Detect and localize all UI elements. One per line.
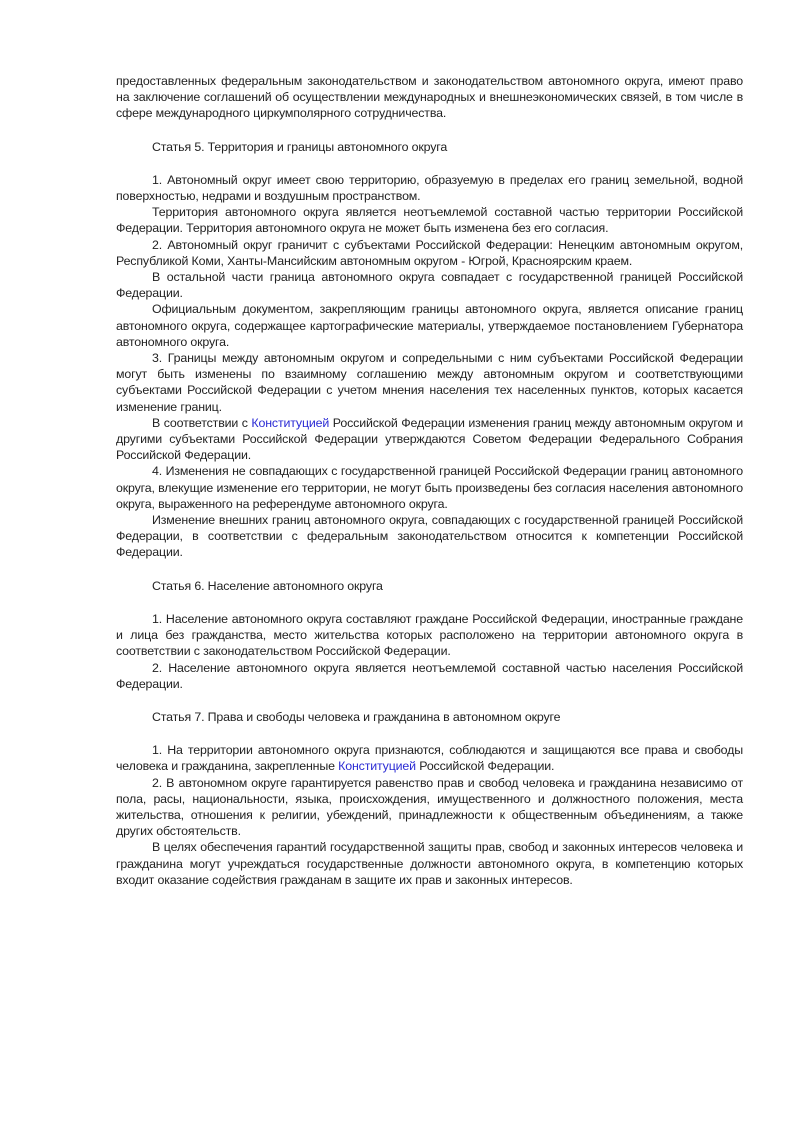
article-6-heading: Статья 6. Население автономного округа [152,578,383,593]
article-7-paragraph-constitution [116,742,743,774]
article-5-heading: Статья 5. Территория и границы автономного округа [152,139,448,154]
text: Российской Федерации. [415,759,555,774]
article-7-paragraph: В целях обеспечения гарантий государственной защиты прав, свобод и законных интересов человека и гражданина могут учреждаться государственные должности автономного округа, в компетенцию которых входит оказание содействия гражданам в защите их прав и законных интересов. [116,840,743,887]
article-7-body [116,742,743,888]
constitution-link[interactable]: Конституцией [251,415,330,430]
article-7-heading: Статья 7. Права и свободы человека и гражданина в автономном округе [152,709,561,724]
article-5-body [116,172,743,561]
article-6-body [116,611,743,692]
article-5-paragraph: 4. Изменения не совпадающих с государственной границей Российской Федерации границ автономного округа, влекущие изменение его территории, не могут быть произведены без согласия населения автономного округа, выраженного на референдуме автономного округа. [116,464,743,511]
article-5-paragraph: Территория автономного округа является неотъемлемой составной частью территории Российской Федерации. Территория автономного округа не может быть изменена без его согласия. [116,205,743,236]
intro-paragraph: предоставленных федеральным законодательством и законодательством автономного округа, имеют право на заключение соглашений об осуществлении международных и внешнеэкономических связей, в том числе в сфере международного циркумполярного сотрудничества. [116,74,743,121]
article-5-paragraph: 2. Автономный округ граничит с субъектами Российской Федерации: Ненецким автономным округом, Республикой Коми, Ханты-Мансийским автономным округом - Югрой, Красноярским краем. [116,237,743,268]
article-5-paragraph-constitution [116,415,743,464]
article-5-paragraph: 3. Границы между автономным округом и сопредельными с ним субъектами Российской Федерации могут быть изменены по взаимному соглашению между автономным округом и соответствующими субъектами Российской Федерации с учетом мнения населения тех населенных пунктов, которых касается изменение границ. [116,351,743,414]
constitution-link[interactable]: Конституцией [338,759,416,774]
text: 1. На территории автономного округа признаются, соблюдаются и защищаются все права и свободы человека и гражданина, закрепленные [116,743,743,774]
article-5-paragraph: 1. Автономный округ имеет свою территорию, образуемую в пределах его границ земельной, водной поверхностью, недрами и воздушным пространством. [116,172,743,204]
text: В соответствии с [152,415,252,430]
document-page [116,73,743,888]
article-5-paragraph: В остальной части граница автономного округа совпадает с государственной границей Российской Федерации. [116,270,743,301]
text: Российской Федерации изменения границ между автономным округом и другими субъектами Российской Федерации утверждаются Советом Федерации Федерального Собрания Российской Федерации. [116,415,744,463]
article-5-paragraph: Изменение внешних границ автономного округа, совпадающих с государственной границей Российской Федерации, в соответствии с федеральным законодательством относится к компетенции Российской Федерации. [116,513,743,560]
article-6-paragraph: 1. Население автономного округа составляют граждане Российской Федерации, иностранные граждане и лица без гражданства, место жительства которых расположено на территории автономного округа в соответствии с законодательством Российской Федерации. [116,611,743,659]
article-6-paragraph: 2. Население автономного округа является неотъемлемой составной частью населения Российской Федерации. [116,660,743,691]
article-7-paragraph: 2. В автономном округе гарантируется равенство прав и свобод человека и гражданина независимо от пола, расы, национальности, языка, происхождения, имущественного и должностного положения, места жительства, отношения к религии, убеждений, принадлежности к общественным объединениям, а также других обстоятельств. [116,775,743,839]
article-5-paragraph: Официальным документом, закрепляющим границы автономного округа, является описание границ автономного округа, содержащее картографические материалы, утверждаемое постановлением Губернатора автономного округа. [116,302,743,349]
